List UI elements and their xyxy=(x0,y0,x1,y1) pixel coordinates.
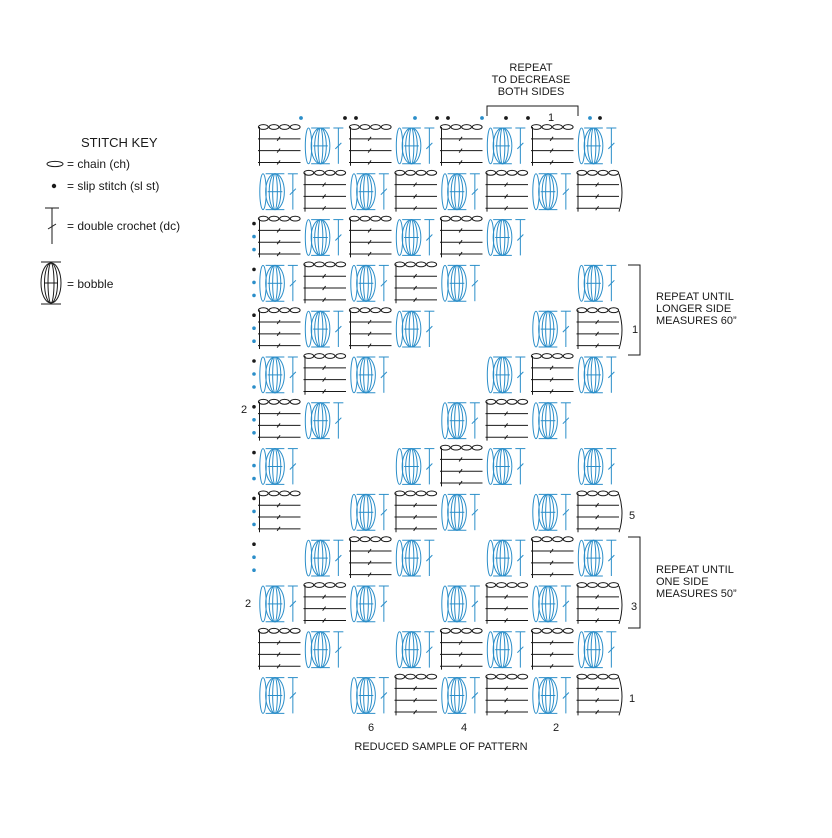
stitch-cell-dc xyxy=(577,308,620,349)
stitch-cell-bobble xyxy=(351,357,389,393)
stitch-cell-dc xyxy=(440,125,483,166)
stitch-key-item-chain xyxy=(47,157,130,171)
stitch-cell-bobble xyxy=(305,311,343,347)
stitch-cell-dc xyxy=(531,537,574,578)
slip-stitch-dot xyxy=(252,339,256,343)
stitch-cell-bobble xyxy=(442,494,480,530)
stitch-cell-bobble xyxy=(396,540,434,576)
stitch-cell-bobble xyxy=(396,311,434,347)
stitch-cell-bobble xyxy=(578,632,616,668)
stitch-cell-dc xyxy=(395,262,438,303)
double-crochet-icon xyxy=(45,208,59,244)
lower-repeat-label xyxy=(656,564,737,600)
stitch-cell-bobble xyxy=(351,174,389,210)
stitch-key-title: STITCH KEY xyxy=(81,135,158,150)
stitch-cell-dc xyxy=(486,583,529,624)
stitch-cell-dc xyxy=(395,491,438,532)
top-repeat-number: 1 xyxy=(547,112,555,124)
stitch-cell-dc xyxy=(486,170,529,211)
stitch-grid xyxy=(252,116,622,715)
lower-repeat-line-1: REPEAT UNTIL xyxy=(656,564,734,576)
stitch-cell-dc xyxy=(440,628,483,669)
stitch-cell-bobble xyxy=(487,449,525,485)
stitch-cell-bobble xyxy=(351,586,389,622)
lower-repeat-line-3: MEASURES 50” xyxy=(656,588,737,600)
stitch-cell-dc xyxy=(577,170,620,211)
slip-stitch-dot xyxy=(446,116,450,120)
slip-stitch-dot xyxy=(252,451,256,455)
stitch-cell-bobble xyxy=(396,632,434,668)
turning-chain xyxy=(619,586,622,624)
upper-repeat-bracket xyxy=(628,265,640,355)
turning-chain xyxy=(619,678,622,716)
stitch-cell-bobble xyxy=(442,174,480,210)
stitch-cell-bobble xyxy=(260,265,298,301)
stitch-cell-bobble xyxy=(260,678,298,714)
slip-stitch-dot xyxy=(252,235,256,239)
stitch-cell-bobble xyxy=(351,265,389,301)
slip-stitch-dot xyxy=(354,116,358,120)
stitch-cell-bobble xyxy=(487,632,525,668)
slip-stitch-dot xyxy=(252,294,256,298)
turning-chain xyxy=(619,311,622,349)
stitch-cell-bobble xyxy=(260,174,298,210)
stitch-cell-dc xyxy=(258,216,301,257)
bottom-number-2: 2 xyxy=(552,722,560,734)
stitch-cell-bobble xyxy=(305,540,343,576)
stitch-cell-bobble xyxy=(578,357,616,393)
stitch-key xyxy=(41,135,180,304)
stitch-cell-bobble xyxy=(442,265,480,301)
stitch-cell-bobble xyxy=(396,220,434,256)
stitch-cell-bobble xyxy=(578,265,616,301)
upper-repeat-label xyxy=(656,291,737,327)
stitch-cell-bobble xyxy=(533,678,571,714)
turning-chain xyxy=(619,494,622,532)
upper-repeat-line-2: LONGER SIDE xyxy=(656,303,732,315)
stitch-cell-dc xyxy=(531,628,574,669)
stitch-cell-dc xyxy=(304,262,347,303)
slip-stitch-dot xyxy=(252,326,256,330)
stitch-cell-bobble xyxy=(305,220,343,256)
stitch-key-item-bobble xyxy=(41,262,114,304)
stitch-cell-dc xyxy=(349,216,392,257)
diagram-caption: REDUCED SAMPLE OF PATTERN xyxy=(354,741,528,753)
stitch-cell-dc xyxy=(440,445,483,486)
slip-stitch-dot xyxy=(252,405,256,409)
stitch-cell-dc xyxy=(531,125,574,166)
stitch-cell-dc xyxy=(349,125,392,166)
chain-icon xyxy=(47,161,63,166)
slip-stitch-dot xyxy=(252,477,256,481)
slip-stitch-dot xyxy=(252,568,256,572)
stitch-cell-bobble xyxy=(533,403,571,439)
slip-stitch-dot xyxy=(252,510,256,514)
stitch-key-label-double-crochet: = double crochet (dc) xyxy=(67,219,181,233)
top-repeat-line-1: REPEAT xyxy=(509,62,553,74)
slip-stitch-dot xyxy=(252,523,256,527)
right-row-number-5: 5 xyxy=(629,510,636,522)
stitch-cell-dc xyxy=(258,491,301,532)
top-repeat-line-3: BOTH SIDES xyxy=(497,86,565,98)
slip-stitch-dot xyxy=(252,431,256,435)
top-repeat-bracket xyxy=(487,106,578,116)
stitch-cell-bobble xyxy=(260,586,298,622)
stitch-cell-bobble xyxy=(396,128,434,164)
stitch-key-label-slip-stitch: = slip stitch (sl st) xyxy=(67,179,160,193)
stitch-key-label-bobble: = bobble xyxy=(67,277,114,291)
slip-stitch-dot xyxy=(252,372,256,376)
slip-stitch-dot xyxy=(252,359,256,363)
stitch-cell-bobble xyxy=(533,494,571,530)
stitch-cell-dc xyxy=(258,125,301,166)
slip-stitch-dot xyxy=(299,116,303,120)
stitch-cell-dc xyxy=(258,628,301,669)
stitch-cell-bobble xyxy=(487,220,525,256)
left-row-number-top: 2 xyxy=(241,404,248,416)
lower-repeat-line-2: ONE SIDE xyxy=(656,576,709,588)
stitch-cell-dc xyxy=(577,583,620,624)
slip-stitch-dot xyxy=(252,418,256,422)
turning-chain xyxy=(619,174,622,212)
stitch-cell-dc xyxy=(304,170,347,211)
stitch-cell-dc xyxy=(486,674,529,715)
stitch-cell-dc xyxy=(395,170,438,211)
upper-repeat-number: 1 xyxy=(632,324,639,336)
stitch-cell-bobble xyxy=(305,632,343,668)
slip-stitch-dot xyxy=(480,116,484,120)
stitch-cell-dc xyxy=(577,674,620,715)
stitch-cell-bobble xyxy=(487,357,525,393)
right-row-number-1: 1 xyxy=(629,693,636,705)
slip-stitch-dot xyxy=(252,385,256,389)
slip-stitch-dot xyxy=(252,313,256,317)
stitch-cell-bobble xyxy=(442,678,480,714)
slip-stitch-dot xyxy=(252,542,256,546)
stitch-cell-bobble xyxy=(487,540,525,576)
lower-repeat-number: 3 xyxy=(631,601,638,613)
slip-stitch-dot xyxy=(252,281,256,285)
stitch-cell-dc xyxy=(440,216,483,257)
slip-stitch-dot xyxy=(252,222,256,226)
slip-stitch-dot xyxy=(252,464,256,468)
bottom-number-4: 4 xyxy=(460,722,468,734)
stitch-cell-bobble xyxy=(442,586,480,622)
stitch-cell-bobble xyxy=(442,403,480,439)
slip-stitch-icon xyxy=(52,184,56,188)
stitch-cell-dc xyxy=(395,674,438,715)
slip-stitch-dot xyxy=(504,116,508,120)
stitch-key-label-chain: = chain (ch) xyxy=(67,157,131,171)
upper-repeat-line-3: MEASURES 60” xyxy=(656,315,737,327)
stitch-cell-dc xyxy=(531,354,574,395)
slip-stitch-dot xyxy=(343,116,347,120)
stitch-cell-dc xyxy=(304,354,347,395)
slip-stitch-dot xyxy=(588,116,592,120)
stitch-cell-bobble xyxy=(487,128,525,164)
lower-repeat-bracket xyxy=(628,537,640,628)
left-row-number-bottom: 2 xyxy=(245,598,252,610)
stitch-cell-bobble xyxy=(578,128,616,164)
stitch-cell-bobble xyxy=(351,678,389,714)
stitch-cell-bobble xyxy=(533,174,571,210)
stitch-cell-bobble xyxy=(351,494,389,530)
stitch-cell-bobble xyxy=(305,403,343,439)
upper-repeat-line-1: REPEAT UNTIL xyxy=(656,291,734,303)
stitch-cell-dc xyxy=(577,491,620,532)
slip-stitch-dot xyxy=(435,116,439,120)
slip-stitch-dot xyxy=(598,116,602,120)
slip-stitch-dot xyxy=(526,116,530,120)
stitch-key-item-slip-stitch xyxy=(52,179,160,193)
stitch-cell-dc xyxy=(304,583,347,624)
stitch-cell-dc xyxy=(486,399,529,440)
slip-stitch-dot xyxy=(252,248,256,252)
stitch-cell-dc xyxy=(258,308,301,349)
stitch-cell-bobble xyxy=(533,586,571,622)
stitch-cell-dc xyxy=(349,537,392,578)
slip-stitch-dot xyxy=(252,555,256,559)
stitch-cell-dc xyxy=(349,308,392,349)
stitch-cell-bobble xyxy=(260,449,298,485)
stitch-cell-bobble xyxy=(260,357,298,393)
stitch-key-item-double-crochet xyxy=(45,208,180,244)
top-repeat-label xyxy=(492,62,571,98)
bottom-number-6: 6 xyxy=(367,722,375,734)
slip-stitch-dot xyxy=(252,497,256,501)
stitch-cell-bobble xyxy=(578,540,616,576)
bobble-icon xyxy=(41,262,61,304)
slip-stitch-dot xyxy=(252,268,256,272)
stitch-cell-bobble xyxy=(533,311,571,347)
stitch-cell-bobble xyxy=(396,449,434,485)
stitch-cell-dc xyxy=(258,399,301,440)
stitch-cell-bobble xyxy=(578,449,616,485)
stitch-cell-bobble xyxy=(305,128,343,164)
top-repeat-line-2: TO DECREASE xyxy=(491,74,571,86)
slip-stitch-dot xyxy=(413,116,417,120)
